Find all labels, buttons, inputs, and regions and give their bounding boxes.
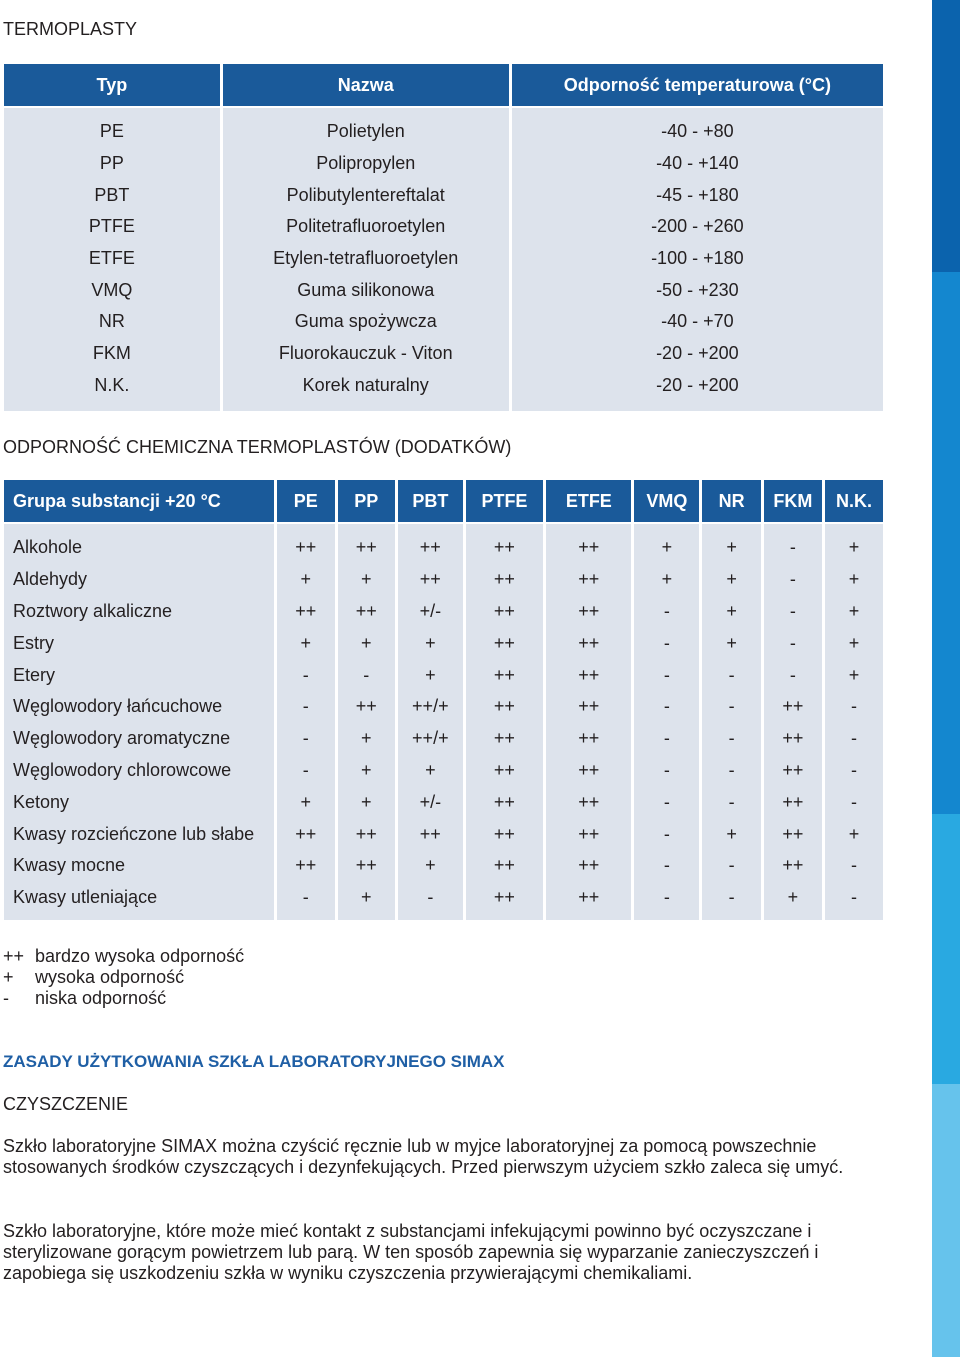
table-cell: -45 - +180: [512, 179, 883, 211]
table-row: [4, 786, 883, 818]
table-cell: Guma spożywcza: [223, 306, 509, 338]
table-cell: Polipropylen: [223, 148, 509, 180]
legend-item: [3, 988, 244, 1009]
table-cell: ++: [466, 786, 544, 818]
table-cell: ++: [277, 596, 334, 628]
table-cell: -: [764, 564, 822, 596]
legend-symbol: +: [3, 967, 14, 987]
column-header: NR: [702, 480, 761, 524]
table-cell: ++: [466, 524, 544, 564]
table-cell: +: [398, 850, 463, 882]
column-header: ETFE: [546, 480, 631, 524]
column-header: FKM: [764, 480, 822, 524]
table-cell: Węglowodory łańcuchowe: [4, 691, 274, 723]
table-cell: +: [702, 596, 761, 628]
table-cell: ++: [466, 659, 544, 691]
table-cell: ++: [398, 818, 463, 850]
table-cell: +: [702, 818, 761, 850]
column-header: Grupa substancji +20 °C: [4, 480, 274, 524]
table-cell: +: [825, 659, 883, 691]
table-cell: +: [825, 564, 883, 596]
table-cell: ++: [466, 755, 544, 787]
table-cell: ++: [764, 755, 822, 787]
table-cell: -: [634, 755, 699, 787]
table-cell: ++: [764, 818, 822, 850]
table-cell: -: [825, 755, 883, 787]
table-cell: -: [634, 627, 699, 659]
table-cell: +: [764, 882, 822, 920]
table-row: [4, 524, 883, 564]
table-cell: ++: [764, 786, 822, 818]
legend-text: bardzo wysoka odporność: [35, 946, 245, 966]
table-cell: -: [825, 882, 883, 920]
table-cell: +: [277, 627, 334, 659]
table-cell: Etylen-tetrafluoroetylen: [223, 243, 509, 275]
table-cell: -200 - +260: [512, 211, 883, 243]
table-cell: -: [634, 786, 699, 818]
legend-symbol: -: [3, 988, 9, 1008]
table-row: [4, 243, 883, 275]
table-cell: +/-: [398, 786, 463, 818]
table-row: [4, 850, 883, 882]
column-header: Odporność temperaturowa (°C): [512, 64, 883, 108]
cleaning-paragraph-1: Szkło laboratoryjne SIMAX można czyścić ręcznie lub w myjce laboratoryjnej za pomocą powszechnie stosowanych środków czyszczących i dezynfekujących. Przed pierwszym użyciem szkło zaleca się umyć.: [3, 1136, 844, 1177]
table-cell: +: [338, 786, 395, 818]
table-cell: Guma silikonowa: [223, 274, 509, 306]
table-cell: -: [634, 659, 699, 691]
table-cell: -: [277, 882, 334, 920]
table-cell: ++: [546, 755, 631, 787]
table-row: [4, 370, 883, 412]
table-cell: ++: [398, 564, 463, 596]
table-cell: +: [825, 818, 883, 850]
table-cell: -: [702, 882, 761, 920]
table-cell: Estry: [4, 627, 274, 659]
column-header: Nazwa: [223, 64, 509, 108]
legend-symbol: ++: [3, 946, 25, 966]
table-cell: ++: [277, 850, 334, 882]
table-cell: ++: [546, 596, 631, 628]
table-cell: ++: [466, 627, 544, 659]
table-cell: Węglowodory aromatyczne: [4, 723, 274, 755]
table-cell: Kwasy rozcieńczone lub słabe: [4, 818, 274, 850]
table-cell: -: [338, 659, 395, 691]
table-cell: -: [702, 691, 761, 723]
table-row: [4, 306, 883, 338]
table-cell: Alkohole: [4, 524, 274, 564]
column-header: Typ: [4, 64, 220, 108]
table-cell: Politetrafluoroetylen: [223, 211, 509, 243]
table-cell: Fluorokauczuk - Viton: [223, 338, 509, 370]
table-cell: +: [825, 627, 883, 659]
table-cell: +: [702, 564, 761, 596]
table-cell: VMQ: [4, 274, 220, 306]
table-cell: ++: [338, 691, 395, 723]
legend-item: [3, 967, 244, 988]
table-cell: ++: [546, 818, 631, 850]
table-cell: -40 - +80: [512, 108, 883, 148]
table-cell: NR: [4, 306, 220, 338]
column-header: PTFE: [466, 480, 544, 524]
table-cell: +: [634, 564, 699, 596]
table-cell: +: [634, 524, 699, 564]
table-cell: ++: [546, 786, 631, 818]
table-cell: ++: [546, 723, 631, 755]
table-row: [4, 338, 883, 370]
table-row: [4, 882, 883, 920]
table-cell: Roztwory alkaliczne: [4, 596, 274, 628]
table-cell: -: [764, 524, 822, 564]
table-cell: ++: [546, 524, 631, 564]
side-bar-segment: [932, 814, 960, 1084]
table-cell: -: [702, 723, 761, 755]
table-row: [4, 211, 883, 243]
table-cell: ++/+: [398, 723, 463, 755]
table-cell: ETFE: [4, 243, 220, 275]
table-cell: ++: [398, 524, 463, 564]
table-row: [4, 627, 883, 659]
subsection-title-cleaning: CZYSZCZENIE: [3, 1094, 129, 1114]
table-cell: +: [338, 627, 395, 659]
table-cell: -: [825, 691, 883, 723]
table-row: [4, 274, 883, 306]
table-cell: -: [825, 786, 883, 818]
table-row: [4, 596, 883, 628]
column-header: PP: [338, 480, 395, 524]
table-row: [4, 723, 883, 755]
table-cell: Ketony: [4, 786, 274, 818]
legend-item: [3, 946, 244, 967]
table-cell: -40 - +70: [512, 306, 883, 338]
table-row: [4, 691, 883, 723]
table-cell: ++: [546, 691, 631, 723]
table-cell: ++: [466, 818, 544, 850]
table-cell: ++: [277, 524, 334, 564]
table-cell: -: [764, 627, 822, 659]
table-cell: ++: [277, 818, 334, 850]
table-cell: -20 - +200: [512, 370, 883, 412]
table-cell: -: [702, 786, 761, 818]
column-header: PE: [277, 480, 334, 524]
table-cell: ++: [764, 691, 822, 723]
table-cell: -: [702, 659, 761, 691]
table-cell: ++: [764, 723, 822, 755]
table-cell: ++: [546, 564, 631, 596]
table-cell: ++: [546, 627, 631, 659]
table-cell: Polietylen: [223, 108, 509, 148]
table-cell: N.K.: [4, 370, 220, 412]
legend: [3, 946, 244, 1009]
table-cell: +: [398, 659, 463, 691]
table-cell: -: [825, 723, 883, 755]
table-cell: ++: [338, 524, 395, 564]
table-cell: -50 - +230: [512, 274, 883, 306]
table-cell: Aldehydy: [4, 564, 274, 596]
table-cell: ++: [466, 596, 544, 628]
table-cell: +: [338, 564, 395, 596]
table-cell: -: [634, 596, 699, 628]
table-cell: ++: [466, 564, 544, 596]
section-title-termoplasty: TERMOPLASTY: [3, 19, 138, 39]
table-cell: +: [825, 596, 883, 628]
table-cell: -: [398, 882, 463, 920]
legend-text: niska odporność: [35, 988, 167, 1008]
table-cell: Kwasy mocne: [4, 850, 274, 882]
column-header: VMQ: [634, 480, 699, 524]
table-cell: +: [825, 524, 883, 564]
table-row: [4, 564, 883, 596]
table-cell: -: [702, 850, 761, 882]
table-cell: PBT: [4, 179, 220, 211]
chemical-resistance-table: [1, 480, 886, 920]
table-cell: ++: [338, 818, 395, 850]
thermoplastics-table: [1, 64, 886, 411]
table-cell: PE: [4, 108, 220, 148]
table-cell: +: [338, 723, 395, 755]
table-cell: -: [634, 723, 699, 755]
table-cell: +: [702, 627, 761, 659]
legend-text: wysoka odporność: [35, 967, 185, 987]
table-cell: PTFE: [4, 211, 220, 243]
table-cell: Korek naturalny: [223, 370, 509, 412]
table-cell: PP: [4, 148, 220, 180]
table-row: [4, 755, 883, 787]
table-cell: -: [277, 691, 334, 723]
table-cell: -: [634, 850, 699, 882]
table-cell: ++/+: [398, 691, 463, 723]
table-row: [4, 818, 883, 850]
table-cell: -: [277, 755, 334, 787]
column-header: N.K.: [825, 480, 883, 524]
table-cell: Polibutylentereftalat: [223, 179, 509, 211]
table-row: [4, 148, 883, 180]
table-cell: +/-: [398, 596, 463, 628]
table-cell: -: [277, 723, 334, 755]
table-cell: +: [702, 524, 761, 564]
table-cell: +: [338, 755, 395, 787]
section-title-chemical-resistance: ODPORNOŚĆ CHEMICZNA TERMOPLASTÓW (DODATKÓW): [3, 437, 512, 457]
table-cell: ++: [338, 850, 395, 882]
table-cell: -: [764, 596, 822, 628]
table-cell: ++: [338, 596, 395, 628]
table-cell: Kwasy utleniające: [4, 882, 274, 920]
table-cell: ++: [466, 850, 544, 882]
table-cell: -: [634, 818, 699, 850]
table-cell: -40 - +140: [512, 148, 883, 180]
table-cell: ++: [466, 882, 544, 920]
table-row: [4, 108, 883, 148]
table-row: [4, 659, 883, 691]
section-title-usage-rules: ZASADY UŻYTKOWANIA SZKŁA LABORATORYJNEGO SIMAX: [3, 1052, 505, 1071]
table-cell: -: [702, 755, 761, 787]
table-cell: -: [634, 882, 699, 920]
table-cell: ++: [466, 723, 544, 755]
side-color-bar: [932, 0, 960, 1357]
table-cell: -: [764, 659, 822, 691]
table-row: [4, 179, 883, 211]
table-cell: Węglowodory chlorowcowe: [4, 755, 274, 787]
table-cell: ++: [764, 850, 822, 882]
table-cell: Etery: [4, 659, 274, 691]
table-cell: ++: [546, 882, 631, 920]
table-cell: -: [634, 691, 699, 723]
table-cell: +: [398, 755, 463, 787]
table-cell: FKM: [4, 338, 220, 370]
table-cell: +: [338, 882, 395, 920]
cleaning-paragraph-2: Szkło laboratoryjne, które może mieć kontakt z substancjami infekującymi powinno być oczyszczane i sterylizowane gorącym powietrzem lub parą. W ten sposób zapewnia się wyparzanie zanieczyszczeń i zapobiega się uszkodzeniu szkła w wyniku czyszczenia przywierającymi chemikaliami.: [3, 1221, 819, 1283]
table-cell: ++: [466, 691, 544, 723]
table-cell: ++: [546, 850, 631, 882]
table-cell: -20 - +200: [512, 338, 883, 370]
table-cell: -100 - +180: [512, 243, 883, 275]
table-cell: +: [277, 564, 334, 596]
column-header: PBT: [398, 480, 463, 524]
table-cell: -: [825, 850, 883, 882]
table-cell: -: [277, 659, 334, 691]
side-bar-segment: [932, 272, 960, 814]
table-cell: +: [398, 627, 463, 659]
side-bar-segment: [932, 1084, 960, 1357]
side-bar-segment: [932, 0, 960, 272]
table-cell: ++: [546, 659, 631, 691]
table-cell: +: [277, 786, 334, 818]
